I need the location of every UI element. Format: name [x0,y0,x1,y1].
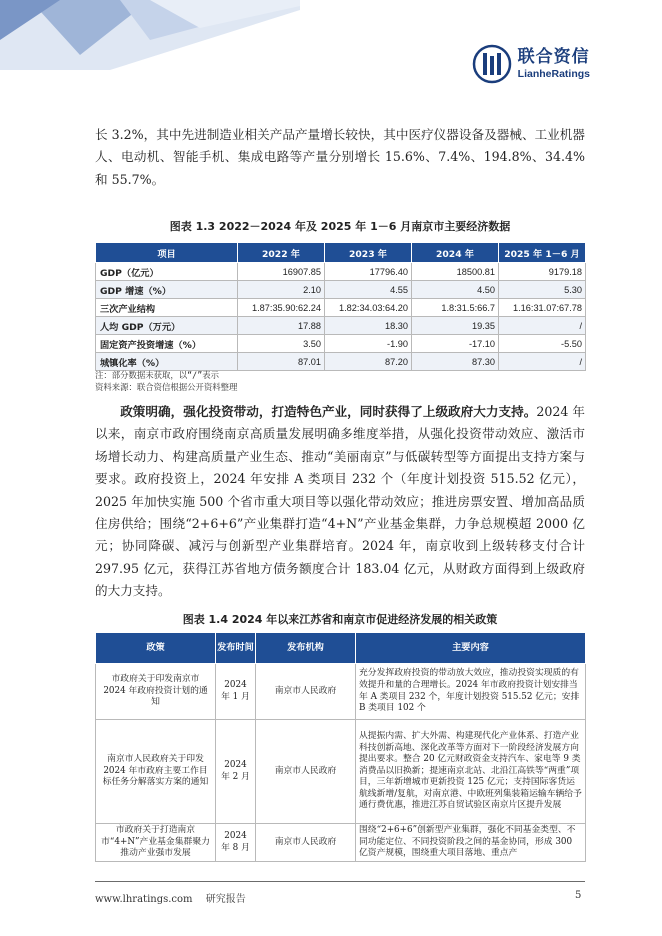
table-cell: 5.30 [499,281,586,299]
policy-date: 2024 年 1 月 [216,664,256,720]
column-header: 2022 年 [238,243,325,263]
table-cell: 9179.18 [499,263,586,281]
table-row [96,824,586,862]
table-cell: 3.50 [238,335,325,353]
table-cell: / [499,353,586,371]
table-cell: / [499,317,586,335]
brand-name-cn: 联合资信 [517,46,590,67]
table-cell: -5.50 [499,335,586,353]
page-number: 5 [575,890,582,901]
table-cell: 1.8:31.5:66.7 [412,299,499,317]
table-header-row [96,243,586,263]
column-header: 主要内容 [356,633,586,664]
header-decoration [0,0,300,70]
column-header: 发布机构 [256,633,356,664]
policy-content: 围绕“2+6+6”创新型产业集群，强化不同基金类型、不同功能定位、不同投资阶段之间的基金协同，形成 300 亿资产规模，围绕重大项目落地、重点产 [356,824,586,862]
table1-source: 资料来源：联合资信根据公开资料整理 [95,382,238,392]
table-cell: 16907.85 [238,263,325,281]
column-header: 政策 [96,633,216,664]
table-row [96,353,586,371]
table-cell: 2.10 [238,281,325,299]
table-cell: -17.10 [412,335,499,353]
table-cell: 1.16:31.07:67.78 [499,299,586,317]
policy-agency: 南京市人民政府 [256,824,356,862]
footer-doc-type: 研究报告 [205,894,246,905]
table-row [96,664,586,720]
policy-content: 从提振内需、扩大外需、构建现代化产业体系、打造产业科技创新高地、深化改革等方面对下一阶段经济发展方向提出要求。整合 20 亿元财政资金支持汽车、家电等 9 类消费品以旧换新；提速南京北站、北沿江高铁等“两重”项目，三年新增城市更新投资 125 亿元；支持国际客货运航线新增/复航，对南京港、中欧班列集装箱运输车辆给予通行费优惠，推进江苏自贸试验区南京片区提升发展 [356,720,586,824]
table-cell: 4.50 [412,281,499,299]
table-cell: 17796.40 [325,263,412,281]
table-cell: 18500.81 [412,263,499,281]
table-row [96,335,586,353]
intro-paragraph: 长 3.2%，其中先进制造业相关产品产量增长较快，其中医疗仪器设备及器械、工业机器人、电动机、智能手机、集成电路等产量分别增长 15.6%、7.4%、194.8%、34.4%和 55.7%。 [95,127,585,187]
row-label: 城镇化率（%） [96,353,238,371]
table1-caption: 图表 1.3 2022－2024 年及 2025 年 1－6 月南京市主要经济数据 [169,220,511,233]
policy-agency: 南京市人民政府 [256,720,356,824]
table-row [96,317,586,335]
table-cell: 19.35 [412,317,499,335]
table-row [96,299,586,317]
table-row [96,281,586,299]
row-label: 固定资产投资增速（%） [96,335,238,353]
table1-note: 注：部分数据未获取，以“/”表示 [95,370,220,380]
row-label: GDP 增速（%） [96,281,238,299]
footer-divider [95,881,585,882]
column-header: 项目 [96,243,238,263]
policy-name: 市政府关于打造南京市“4+N”产业基金集群聚力推动产业强市发展 [96,824,216,862]
row-label: GDP（亿元） [96,263,238,281]
table-cell: 18.30 [325,317,412,335]
policy-date: 2024 年 2 月 [216,720,256,824]
table-cell: 87.01 [238,353,325,371]
footer-website-link[interactable]: www.lhratings.com [95,894,193,905]
footer [95,890,256,905]
table-header-row [96,633,586,664]
table-cell: -1.90 [325,335,412,353]
column-header: 发布时间 [216,633,256,664]
table1-notes [95,369,237,393]
policy-paragraph [95,401,585,603]
policy-body: 2024 年以来，南京市政府围绕南京高质量发展明确多维度举措，从强化投资带动效应、激活市场增长动力、构建高质量产业生态、推动“美丽南京”与低碳转型等方面提出支持方案与要求。政府投资上，2024 年安排 A 类项目 232 个（年度计划投资 515.52 亿元），2025 年加快实施 500 个省市重大项目等以强化带动效应；推进房票安置、增加高品质住房供给；围绕“2+6+6”产业集群打造“4+N”产业基金集群，力争总规模超 2000 亿元；协同降碳、减污与创新型产业集群培育。2024 年，南京收到上级转移支付合计 297.95 亿元，获得江苏省地方债务额度合计 183.04 亿元，从财政方面得到上级政府的大力支持。 [95,404,585,599]
table-cell: 87.20 [325,353,412,371]
table2-caption: 图表 1.4 2024 年以来江苏省和南京市促进经济发展的相关政策 [182,613,498,626]
column-header: 2024 年 [412,243,499,263]
column-header: 2025 年 1－6 月 [499,243,586,263]
policy-name: 市政府关于印发南京市 2024 年政府投资计划的通知 [96,664,216,720]
policy-lead: 政策明确，强化投资带动，打造特色产业，同时获得了上级政府大力支持。 [120,404,537,419]
table-cell: 87.30 [412,353,499,371]
policy-content: 充分发挥政府投资的带动放大效应，推动投资实现质的有效提升和量的合理增长。2024 年市政府投资计划安排当年 A 类项目 232 个，年度计划投资 515.52 亿元；安排 B 类项目 102 个 [356,664,586,720]
policy-date: 2024 年 8 月 [216,824,256,862]
table-cell: 17.88 [238,317,325,335]
column-header: 2023 年 [325,243,412,263]
table-cell: 1.82:34.03:64.20 [325,299,412,317]
row-label: 三次产业结构 [96,299,238,317]
policy-table [95,632,586,862]
logo-mark-icon [472,44,512,84]
table-cell: 4.55 [325,281,412,299]
policy-name: 南京市人民政府关于印发 2024 年市政府主要工作目标任务分解落实方案的通知 [96,720,216,824]
brand-name-en: LianheRatings [517,67,590,80]
brand-logo [472,44,590,84]
table-row [96,263,586,281]
table-cell: 1.87:35.90:62.24 [238,299,325,317]
policy-agency: 南京市人民政府 [256,664,356,720]
table-row [96,720,586,824]
row-label: 人均 GDP（万元） [96,317,238,335]
economic-data-table [95,242,586,371]
